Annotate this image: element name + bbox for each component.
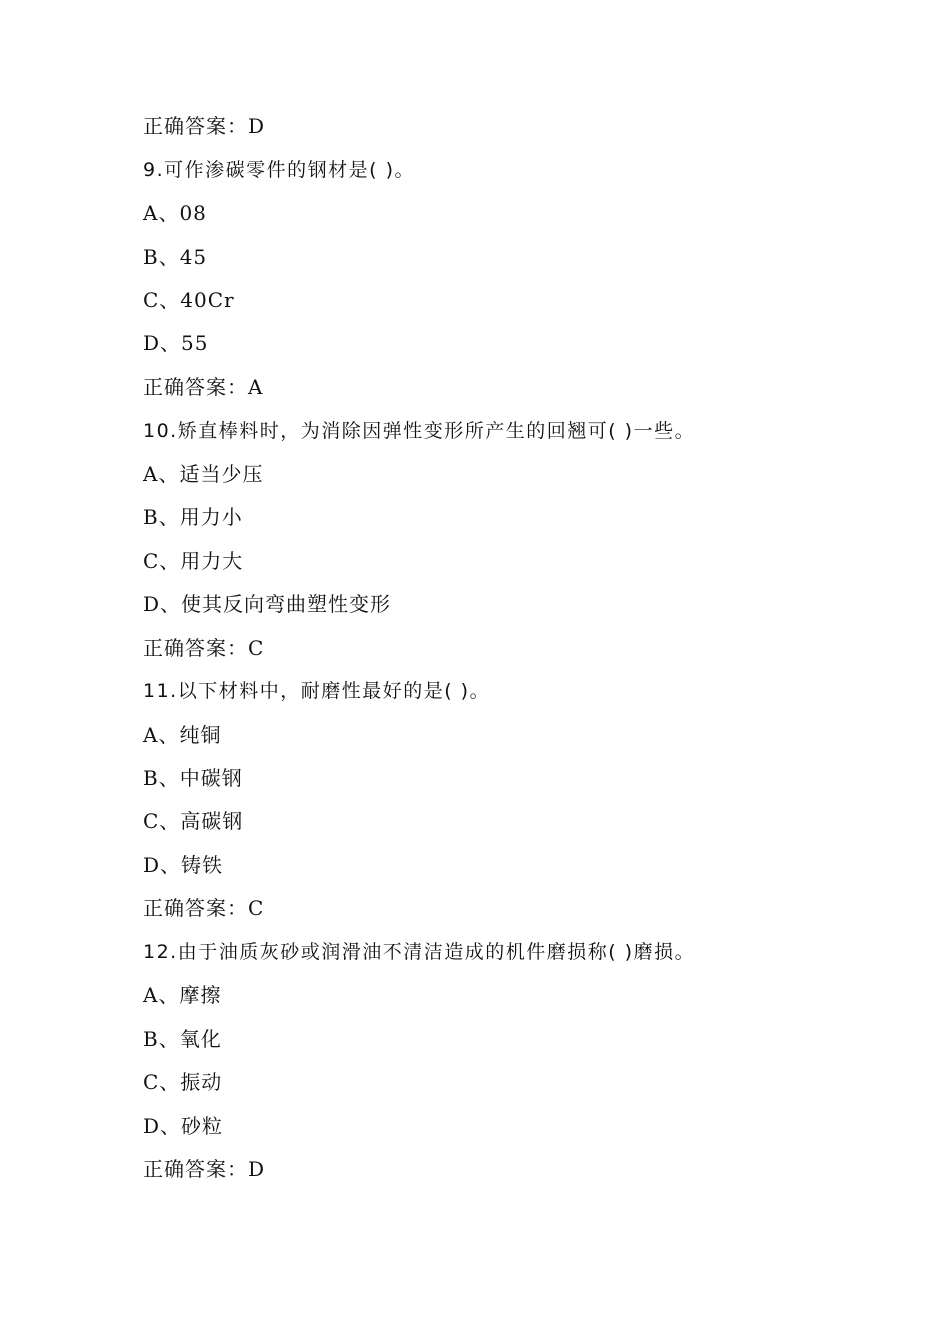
option-line: C、40Cr	[143, 288, 235, 312]
question-line: 11.以下材料中，耐磨性最好的是( )。	[143, 680, 491, 702]
option-line: A、适当少压	[143, 462, 264, 486]
option-line: C、用力大	[143, 549, 244, 573]
answer-line: 正确答案：C	[143, 896, 265, 920]
option-line: D、55	[143, 331, 209, 355]
answer-line: 正确答案：A	[143, 375, 264, 399]
answer-line: 正确答案：D	[143, 114, 266, 138]
option-line: C、高碳钢	[143, 809, 244, 833]
question-line: 9.可作渗碳零件的钢材是( )。	[143, 159, 415, 181]
option-line: B、45	[143, 245, 208, 269]
option-line: D、使其反向弯曲塑性变形	[143, 592, 392, 616]
option-line: A、08	[143, 201, 207, 225]
option-line: D、铸铁	[143, 853, 224, 877]
question-line: 12.由于油质灰砂或润滑油不清洁造成的机件磨损称( )磨损。	[143, 941, 696, 963]
option-line: D、砂粒	[143, 1114, 224, 1138]
option-line: A、摩擦	[143, 983, 222, 1007]
option-line: C、振动	[143, 1070, 223, 1094]
option-line: B、中碳钢	[143, 766, 243, 790]
option-line: A、纯铜	[143, 723, 222, 747]
answer-line: 正确答案：C	[143, 636, 265, 660]
answer-line: 正确答案：D	[143, 1157, 266, 1181]
option-line: B、用力小	[143, 505, 243, 529]
option-line: B、氧化	[143, 1027, 222, 1051]
question-line: 10.矫直棒料时，为消除因弹性变形所产生的回翘可( )一些。	[143, 420, 696, 442]
